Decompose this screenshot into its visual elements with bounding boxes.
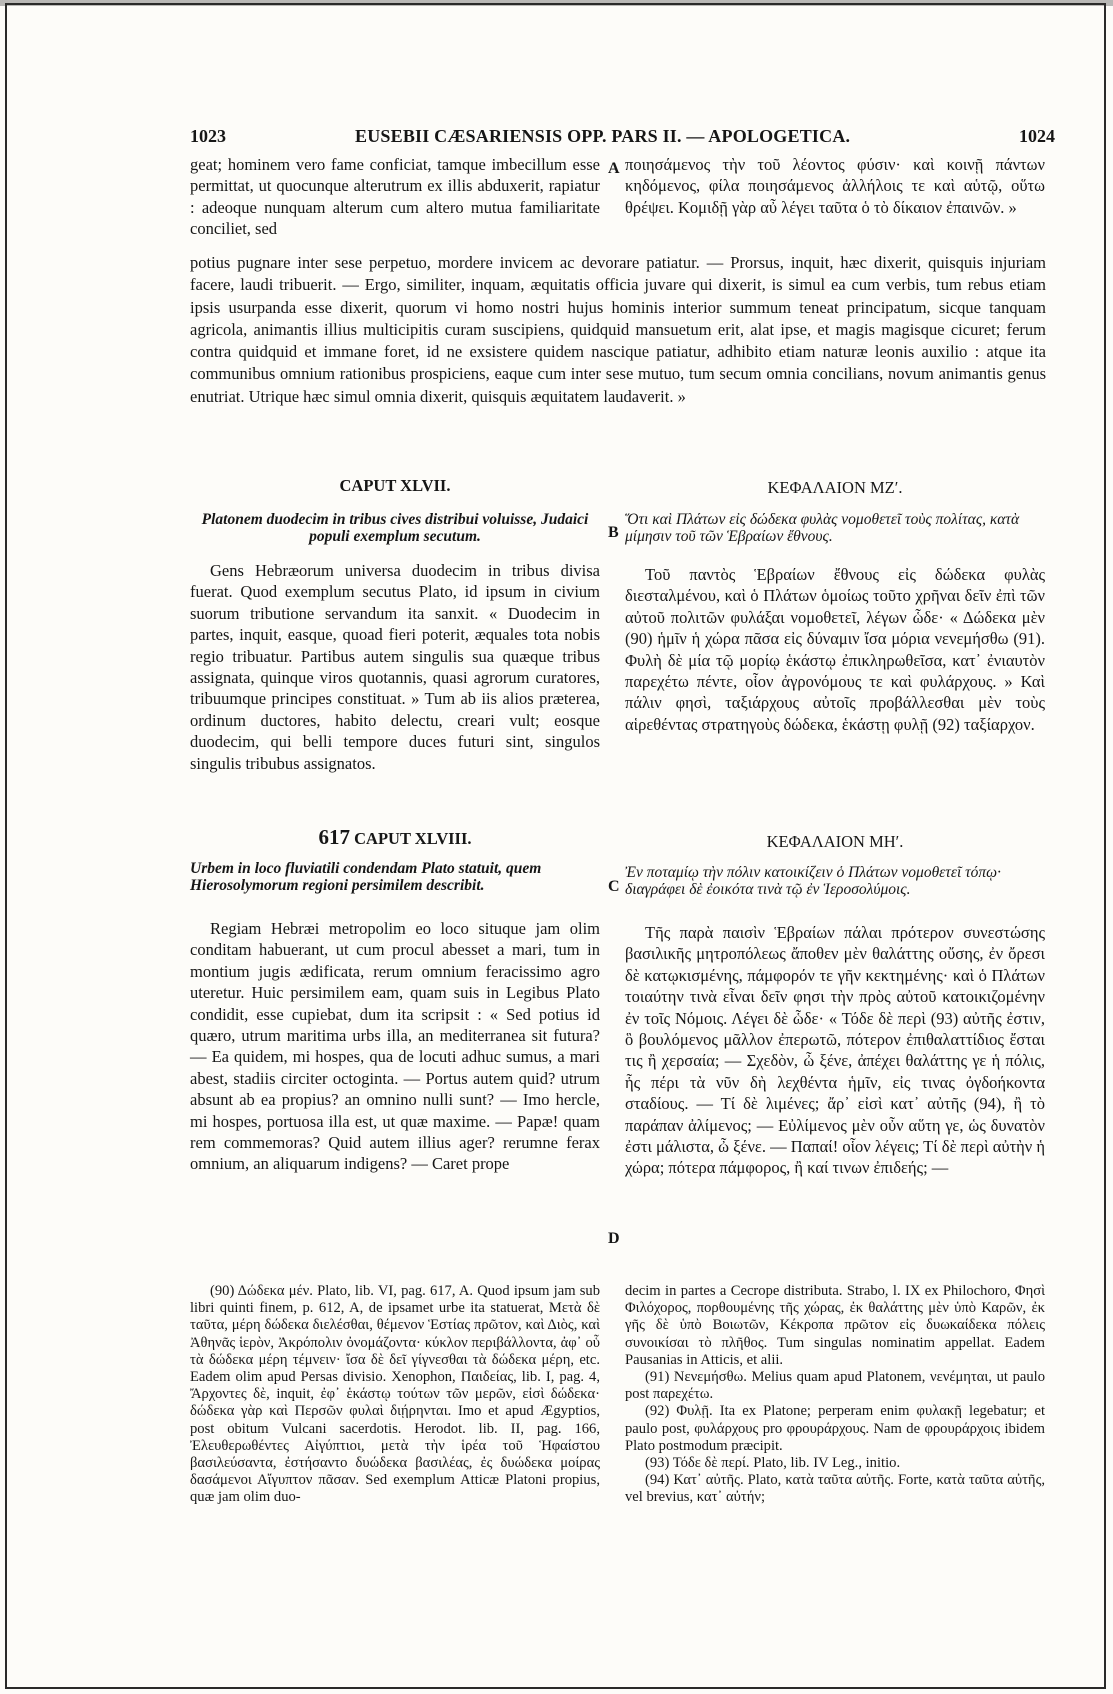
original-page-number: 617 bbox=[318, 825, 350, 849]
chapter47-greek-heading: ΚΕΦΑΛΑΙΟΝ ΜΖʹ. bbox=[767, 478, 903, 497]
chapter48-latin-text bbox=[190, 918, 600, 1175]
chapter47-latin-text bbox=[190, 560, 600, 774]
chapter48-latin-subtitle: Urbem in loco fluviatili condendam Plato statuit, quem Hierosolymorum regioni persimilem describit. bbox=[190, 860, 542, 894]
footnote-90-continued: decim in partes a Cecrope distributa. Strabo, l. IX ex Philochoro, Φησὶ Φιλόχορος, πορθουμένης τῆς χώρας, ἐκ θαλάττης μὲν ὑπὸ Καρῶν, ἐκ γῆς δὲ ὑπὸ Βοιωτῶν, Κέκροπα πρῶτον εἰς δυωκαίδεκα πόλεις συνοικίσαι τὸ πλῆθος. Tum singulas nominatim appellat. Eadem Pausanias in Atticis, et alii. bbox=[625, 1283, 1045, 1368]
footnote-92: (92) Φυλῇ. Ita ex Platone; perperam enim φυλακῇ legebatur; et paulo post, φυλάρχους pro φρουράρχους. Nam de φρουράρχοις ibidem Plato postmodum præcipit. bbox=[625, 1403, 1045, 1454]
chapter48-latin-heading: CAPUT XLVIII. bbox=[354, 829, 472, 848]
chapter48-latin-heading-line bbox=[190, 825, 600, 850]
footnote-90: (90) Δώδεκα μέν. Plato, lib. VI, pag. 617, A. Quod ipsum jam sub libri quinti finem, p. 612, A, de ipsamet urbe ita statuerat, Μετὰ δὲ ταῦτα, μέρη δώδεκα διελέσθαι, θέμενον Ἑστίας πρῶτον, καὶ Διὸς, καὶ Ἀθηνᾶς ἱερὸν, Ἀκρόπολιν ὀνομάζοντα· κύκλον περιβάλλοντα, ἀφ᾽ οὗ τὰ δώδεκα μέρη τέμνειν· ἴσα δὲ δεῖ γίγνεσθαι τὰ δώδεκα μέρη, etc. Eadem olim apud Persas divisio. Xenophon, Παιδείας, lib. I, pag. 4, Ἄρχοντες δὲ, inquit, ἐφ᾽ ἑκάστῳ τούτων τῶν μερῶν, εἰσὶ δώδεκα· δώδεκα γὰρ καὶ Περσῶν φυλαὶ διῄρηνται. Imo et apud Ægyptios, post obitum Vulcani sacerdotis. Herodot. lib. II, pag. 166, Ἐλευθερωθέντες Αἰγύπτιοι, μετὰ τὴν ἱρέα τοῦ Ἡφαίστου βασιλεύσαντα, ἐστήσαντο δυώδεκα βασιλέας, ἐς δυώδεκα μοίρας δασάμενοι Αἴγυπτον πᾶσαν. Sed exemplum Atticæ Platoni propius, quæ jam olim duo- bbox=[190, 1283, 600, 1506]
margin-letter-b: B bbox=[608, 524, 619, 541]
footnote-93: (93) Τόδε δὲ περί. Plato, lib. IV Leg., initio. bbox=[645, 1455, 901, 1472]
chapter47-latin-heading: CAPUT XLVII. bbox=[339, 476, 451, 495]
margin-letter-c: C bbox=[608, 878, 620, 895]
chapter48-greek-subtitle: Ἐν ποταμίῳ τὴν πόλιν κατοικίζειν ὁ Πλάτων νομοθετεῖ τόπῳ· διαγράφει δὲ ἐοικότα τινὰ τῷ ἐν Ἱεροσολύμοις. bbox=[625, 864, 1002, 898]
footnote-91: (91) Νενεμήσθω. Melius quam apud Platonem, νενέμηται, ut paulo post παρεχέτω. bbox=[625, 1369, 1045, 1403]
chapter47-latin-subtitle: Platonem duodecim in tribus cives distribui voluisse, Judaici populi exemplum secutum. bbox=[201, 511, 589, 545]
full-width-paragraph: potius pugnare inter sese perpetuo, mordere invicem ac devorare patiatur. — Prorsus, inquit, hæc dixerit, quisquis injuriam facere, laudi tribuerit. — Ergo, similiter, inquam, æquitatis officia juvare qui dixerit, is simul ea cum verbis, tum rebus etiam ipsis usurpanda esse dixerit, quorum vi homo nostri hujus hominis interior summum teneat principatum, sicque tanquam agricola, animantis illius multicipitis curam suscipiens, quidquid mansuetum erit, alat ipse, et magis magisque cicuret; ferum contra quidquid et immane foret, id ne exsistere quidem nascique patiatur, adhibito etiam naturæ leonis auxilio : atque ita communibus omnium rationibus prospiciens, eaque cum inter sese mutuo, tum secum omnia concilians, novum animantis genus enutriat. Utrique hæc simul omnia dixerit, quisquis æquitatem laudaverit. » bbox=[190, 253, 1046, 406]
chapter47-greek-paragraph: Τοῦ παντὸς Ἑβραίων ἔθνους εἰς δώδεκα φυλὰς διεσταλμένου, καὶ ὁ Πλάτων ὁμοίως τοῦτο χρῆναι δεῖν ἐπὶ τῶν αὐτοῦ πολιτῶν φυλάξαι νομοθετεῖ, λέγων ὧδε· « Δώδεκα μὲν (90) ἡμῖν ἡ χώρα πᾶσα εἰς δύναμιν ἴσα μόρια νενεμήσθω (91). Φυλὴ δὲ μία τῷ μορίῳ ἑκάστῳ ἐπικληρωθεῖσα, κατ᾽ ἐνιαυτὸν παρεχέτω πέντε, οἷον ἀγρονόμους τε καὶ φυλάρχους. » Καὶ πάλιν φησὶ, ταξιάρχους αὐτοῖς προβάλλεσθαι μὲν τοὺς αἱρεθέντας στρατηγοὺς δώδεκα, ἑκάστῃ φυλῇ (92) ταξίαρχον. bbox=[625, 565, 1045, 734]
top-latin-column: geat; hominem vero fame conficiat, tamque imbecillum esse permittat, ut quocunque alterutrum ex illis abduxerit, rapiatur : adeoque nunquam alterum cum altero mutua familiaritate conciliet, sed bbox=[190, 155, 600, 239]
chapter47-greek-subtitle: Ὅτι καὶ Πλάτων εἰς δώδεκα φυλὰς νομοθετεῖ τοὺς πολίτας, κατὰ μίμησιν τοῦ τῶν Ἑβραίων ἔθνους. bbox=[625, 511, 1020, 545]
running-title: EUSEBII CÆSARIENSIS OPP. PARS II. — APOLOGETICA. bbox=[355, 126, 851, 146]
margin-letter-a: A bbox=[608, 160, 620, 177]
margin-letter-d: D bbox=[608, 1230, 620, 1247]
chapter47-latin-paragraph: Gens Hebræorum universa duodecim in tribus divisa fuerat. Quod exemplum secutus Plato, id ipsum in civium suorum tributione servandum ita sanxit. « Duodecim in partes, inquit, easque, quoad fieri poterit, æquales tota nobis regio tribuatur. Partibus autem singulis sua quæque tribus assignata, quinque viros quotannis, quasi agrorum curatores, tribuumque principes constituat. » Tum ab iis alios præterea, ordinum ductores, habito delectu, creari vult; eosque duodecim, qui belli tempore duces futuri sint, singulos singulis tribubus assignatos. bbox=[190, 561, 600, 773]
page-number-left: 1023 bbox=[190, 126, 226, 146]
footnotes-right bbox=[625, 1283, 1045, 1507]
chapter48-greek-heading: ΚΕΦΑΛΑΙΟΝ ΜΗʹ. bbox=[766, 832, 904, 851]
footnotes-left bbox=[190, 1283, 600, 1507]
chapter48-greek-text bbox=[625, 922, 1045, 1179]
chapter47-greek-text bbox=[625, 564, 1045, 735]
footnote-94: (94) Κατ᾽ αὐτῆς. Plato, κατὰ ταῦτα αὐτῆς. Forte, κατὰ ταῦτα αὐτῆς, vel brevius, κατ᾽ αὐτήν; bbox=[625, 1472, 1045, 1506]
chapter48-latin-paragraph: Regiam Hebræi metropolim eo loco situque jam olim conditam habuerant, ut cum procul abesset a mari, tum in montium jugis ædificata, rerum omnium feracissimo agro uteretur. Huic persimilem eam, quam suis in Legibus Plato condidit, esse cupiebat, dum ita scripsit : « Sed potius id quæro, utrum maritima urbs illa, an mediterranea sit futura? — Ea quidem, mi hospes, qua de locuti adhuc sumus, a mari abest, stadiis circiter octoginta. — Portus autem quid? utrum absunt ab ea propius? an omnino nulli sunt? — Imo hercle, mi hospes, portuosa illa est, ut quæ maxime. — Papæ! quam rem commemoras? Quid autem illius ager? rerumne ferax omnium, an aliquarum indigens? — Caret prope bbox=[190, 919, 600, 1174]
chapter48-greek-paragraph: Τῆς παρὰ παισὶν Ἑβραίων πάλαι πρότερον συνεστώσης βασιλικῆς μητροπόλεως ἄποθεν μὲν θαλάττης οὔσης, ἐν ὄρεσι δὲ κατῳκισμένης, πάμφορόν τε γῆν κεκτημένης· καὶ ὁ Πλάτων τοιαύτην τινὰ εἶναι δεῖν φησι τὴν πρὸς αὐτοῦ κατοικιζομένην ἐν τοῖς Νόμοις. Λέγει δὲ ὧδε· « Τόδε δὲ περὶ (93) αὐτῆς ἐστιν, ὃ βουλόμενος μᾶλλον ἐπερωτῶ, πότερον ἐπιθαλαττίδιος ἔσται τις ἢ χερσαία; — Σχεδὸν, ὦ ξένε, ἀπέχει θαλάττης γε ἡ πόλις, ἧς πέρι τὰ νῦν δὴ λεχθέντα ἡμῖν, εἰς τινας ὀγδοήκοντα σταδίους. — Τί δὲ λιμένες; ἄρ᾽ εἰσὶ κατ᾽ αὐτῆς (94), ἢ τὸ παράπαν ἀλίμενος; — Εὐλίμενος μὲν οὖν αὕτη γε, ὡς δυνατὸν ἐστι μάλιστα, ὦ ξένε. — Παπαί! οἷον λέγεις; Τί δὲ περὶ αὐτὴν ἡ χώρα; πότερα πάμφορος, ἢ καί τινων ἐπιδεής; — bbox=[625, 923, 1045, 1178]
page-number-right: 1024 bbox=[1019, 126, 1055, 146]
top-greek-column: ποιησάμενος τὴν τοῦ λέοντος φύσιν· καὶ κοινῇ πάντων κηδόμενος, φίλα ποιησάμενος ἀλλήλοις τε καὶ αὑτῷ, οὕτω θρέψει. Κομιδῇ γὰρ αὖ λέγει ταῦτα ὁ τὸ δίκαιον ἐπαινῶν. » bbox=[625, 155, 1045, 217]
